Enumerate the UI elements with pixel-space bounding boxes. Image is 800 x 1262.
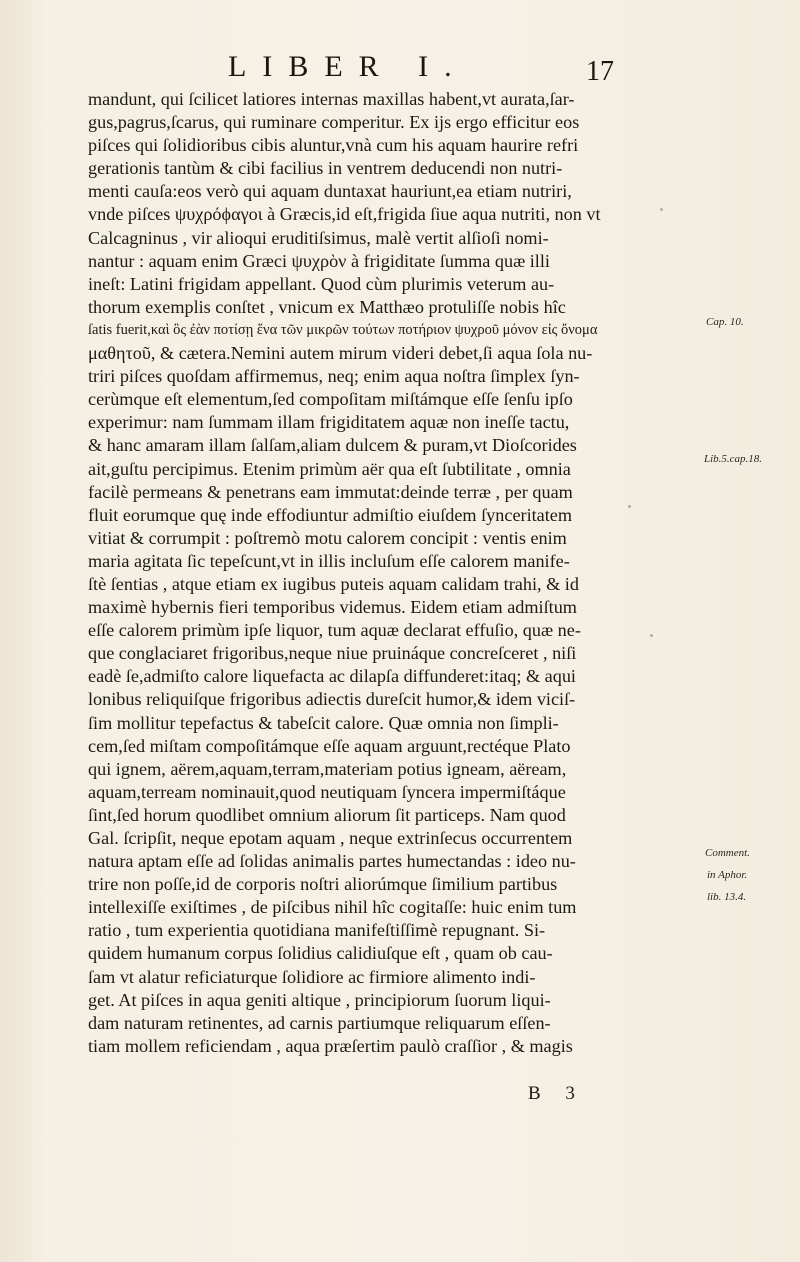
margin-note-lib: Lib.5.cap.18. [704,453,763,465]
text-line: μαθητοῦ, & cætera.Nemini autem mirum videri debet,ſi aqua ſola nu- [88,343,593,364]
text-line: ſatis fuerit,καὶ ὃς ἐὰν ποτίσῃ ἕνα τῶν μικρῶν τούτων ποτήριον ψυχροῦ μόνον εἰς ὄνομα [88,321,598,338]
text-line: ait,guſtu percipimus. Etenim primùm aër qua eſt ſubtilitate , omnia [88,458,571,479]
text-line: trire non poſſe,id de corporis noſtri aliorúmque ſimilium partibus [88,874,558,895]
page-header [0,50,800,90]
text-line: maria agitata ſic tepeſcunt,vt in illis incluſum eſſe calorem manife- [88,550,570,571]
text-line: ratio , tum experientia quotidiana manifeſtiſſimè repugnant. Si- [88,920,546,941]
text-line: ſim mollitur tepefactus & tabeſcit calore. Quæ omnia non ſimpli- [88,712,559,733]
text-line: & hanc amaram illam ſalſam,aliam dulcem & puram,vt Dioſcorides [88,435,577,456]
body-text [88,88,624,1058]
text-line: nantur : aquam enim Græci ψυχρὸν à frigiditate ſumma quæ illi [88,250,550,271]
margin-note-aphor: in Aphor. [707,869,748,881]
text-line: quidem humanum corpus ſolidius calidiuſque eſt , quam ob cau- [88,943,553,964]
paper-speck [660,208,663,211]
text-line: vitiat & corrumpit : poſtremò motu calorem concipit : ventis enim [88,527,567,548]
text-line: ſam vt alatur reficiaturque ſolidiore ac firmiore alimento indi- [88,966,536,987]
margin-note-cap: Cap. 10. [706,316,744,328]
text-line: que conglaciaret frigoribus,neque niue pruináque concreſceret , niſi [88,643,577,664]
text-line: get. At piſces in aqua geniti altique , principiorum ſuorum liqui- [88,989,551,1010]
text-line: mandunt, qui ſcilicet latiores internas maxillas habent,vt aurata,ſar- [88,89,575,109]
paper-speck [650,634,653,637]
running-title: LIBER I. [228,50,468,83]
text-line: Gal. ſcripſit, neque epotam aquam , neque extrinſecus occurrentem [88,828,573,848]
text-line: facilè permeans & penetrans eam immutat:deinde terræ , per quam [88,481,573,502]
paper-speck [628,505,631,508]
margin-note-lib-ref: lib. 13.4. [707,891,747,903]
text-line: piſces qui ſolidioribus cibis aluntur,vnà cum his aquam haurire refri [88,135,579,156]
text-line: natura aptam eſſe ad ſolidas animalis partes humectandas : ideo nu- [88,851,576,872]
text-line: triri piſces quoſdam affirmemus, neq; enim aqua noſtra ſimplex ſyn- [88,366,580,387]
text-line: eſſe calorem primùm ipſe liquor, tum aquæ declarat effuſio, quæ ne- [88,620,581,641]
page-number: 17 [586,56,614,87]
text-line: eadè ſe,admiſto calore liquefacta ac dilapſa diffunderet:itaq; & aqui [88,666,576,687]
text-line: ineſt: Latini frigidam appellant. Quod cùm plurimis veterum au- [88,273,555,294]
text-line: Calcagninus , vir alioqui eruditiſsimus, malè vertit alſioſi nomi- [88,227,549,248]
text-line: intellexiſſe exiſtimes , de piſcibus nihil hîc cogitaſſe: huic enim tum [88,897,577,918]
text-line: aquam,terream nominauit,quod neutiquam ſyncera impermiſtáque [88,781,566,802]
text-line: dam naturam retinentes, ad carnis partiumque reliquarum eſſen- [88,1012,551,1033]
text-line: vnde piſces ψυχρόϕαγοι à Græcis,id eſt,frigida ſiue aqua nutriti, non vt [88,204,601,225]
text-line: fluit eorumque quę inde effodiuntur admiſtio eiuſdem ſynceritatem [88,504,573,525]
text-line: experimur: nam ſummam illam frigiditatem aquæ non ineſſe tactu, [88,412,570,433]
signature-mark: B 3 [528,1083,585,1104]
text-line: ſint,ſed horum quodlibet omnium aliorum ſit particeps. Nam quod [88,804,566,825]
text-line: gus,pagrus,ſcarus, qui ruminare comperitur. Ex ijs ergo efficitur eos [88,112,580,133]
text-line: thorum exemplis conſtet , vnicum ex Matthæo protuliſſe nobis hîc [88,296,566,317]
text-line: menti cauſa:eos verò qui aquam duntaxat hauriunt,ea etiam nutriri, [88,181,572,202]
text-line: qui ignem, aërem,aquam,terram,materiam potius igneam, aëream, [88,758,567,779]
text-line: tiam mollem reficiendam , aqua præſertim paulò craſſior , & magis [88,1035,573,1056]
text-line: ſtè ſentias , atque etiam ex iugibus puteis aquam calidam trahi, & id [88,573,579,594]
text-line: cerùmque eſt elementum,ſed compoſitam miſtámque eſſe ſenſu ipſo [88,389,573,410]
margin-note-comment: Comment. [705,847,750,859]
text-line: cem,ſed miſtam compoſitámque eſſe aquam arguunt,rectéque Plato [88,735,571,756]
text-line: lonibus reliquiſque frigoribus adiectis dureſcit humor,& idem viciſ- [88,689,576,710]
text-line: maximè hybernis fieri temporibus videmus. Eidem etiam admiſtum [88,597,577,618]
text-line: gerationis tantùm & cibi facilius in ventrem deducendi non nutri- [88,158,563,179]
